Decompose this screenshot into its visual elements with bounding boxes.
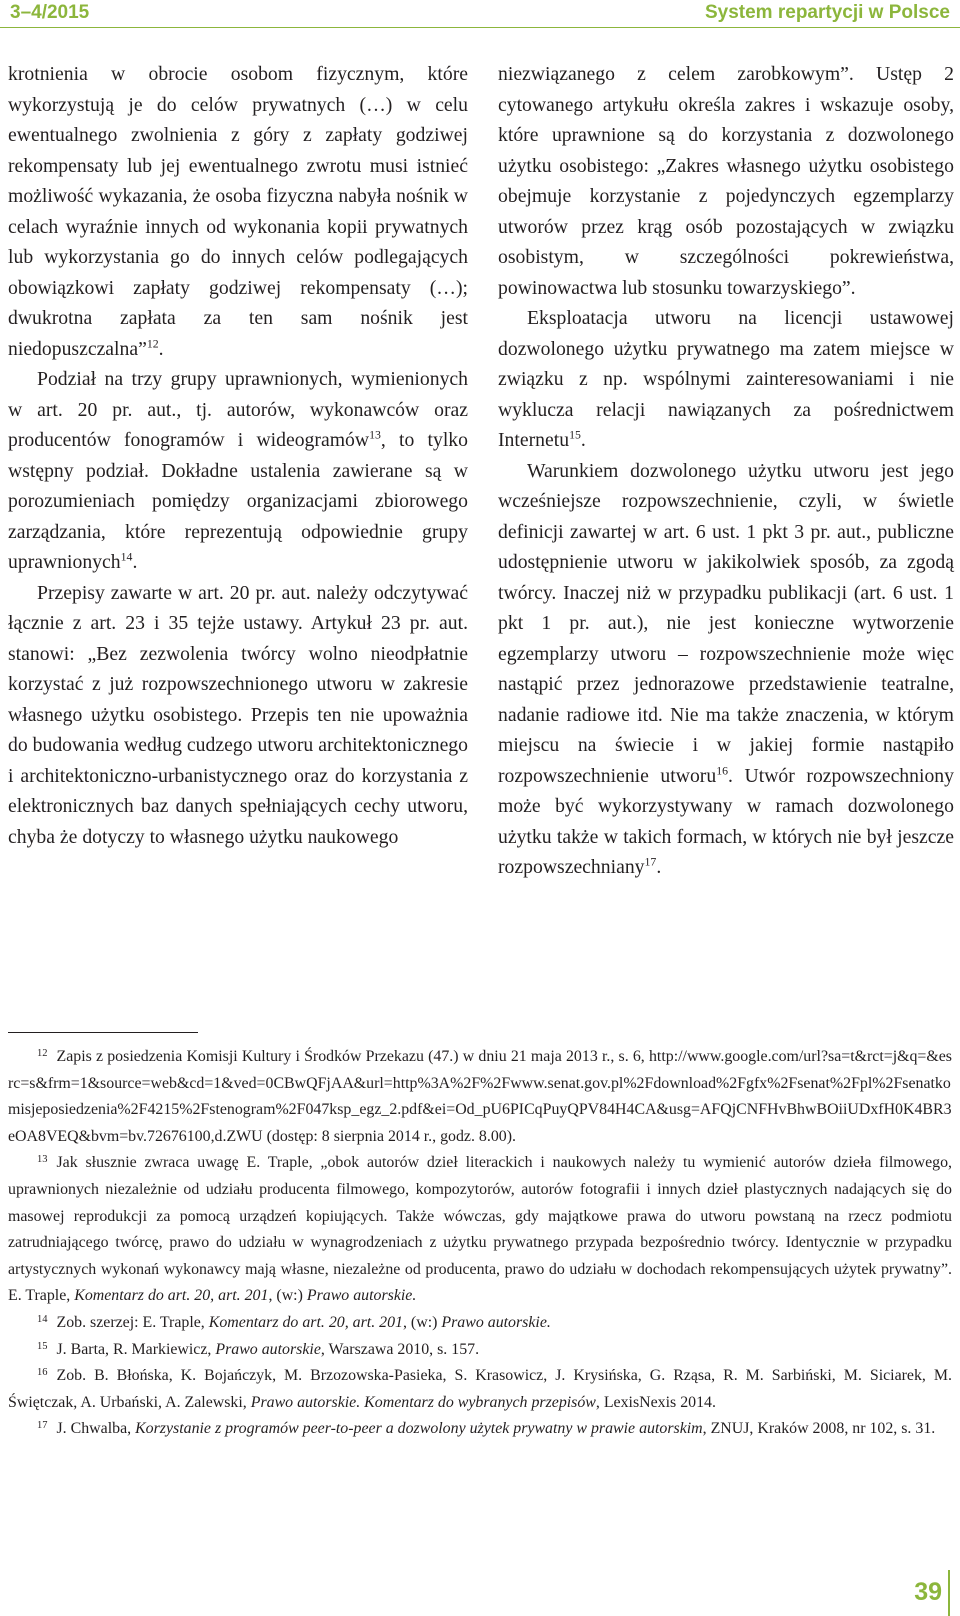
footnote-ref-17[interactable]: 17 [644,854,657,869]
footnote-ref-12[interactable]: 12 [146,335,159,350]
paragraph: niezwiązanego z celem zarobkowym”. Ustęp 2 cytowanego artykułu określa zakres i wskazuje osoby, które uprawnione są do korzystania z dozwolonego użytku osobistego: „Zakres własnego użytku osobistego obejmuje korzystanie z pojedynczych egzemplarzy utworów przez krąg osób pozostających w związku osobistym, w szczególności pokrewieństwa, powinowactwa lub stosunku towarzyskiego”. [498,63,954,299]
footnote-number: 14 [37,1313,48,1325]
footnote-ref-16[interactable]: 16 [716,762,729,777]
footnotes [8,1044,952,1443]
footnote-17: $^{17}$ J. Chwalba, Korzystanie z programów peer-to-peer a dozwolony użytek prywatny w prawie autorskim, ZNUJ, Kraków 2008, nr 102, s. 31. [37,1420,936,1438]
footnote-ref-15[interactable]: 15 [569,427,581,442]
paragraph: Warunkiem dozwolonego użytku utworu jest jego wcześniejsze rozpowszechnienie, czyli, w świetle definicji zawartej w art. 6 ust. 1 pkt 3 pr. aut., publiczne udostępnienie utworu w jakikolwiek sposób, za zgodą twórcy. Inaczej niż w przypadku publikacji (art. 6 ust. 1 pkt 1 pr. aut.), nie jest konieczne wytworzenie egzemplarzy utworu – rozpowszechnienie może więc nastąpić przez jednorazowe przedstawienie teatralne, nadanie radiowe itd. Nie ma także znaczenia, w którym miejscu na świecie i w jakiej formie nastąpiło rozpowszechnienie utworu$^{16}$. Utwór rozpowszechniony może być wykorzystywany w ramach dozwolonego użytku także w takich formach, w których nie był jeszcze rozpowszechniany$^{17}$. [498,459,954,878]
journal-section-title: System repartycji w Polsce [704,2,950,23]
footnote-separator [8,1032,198,1033]
footnote-number: 12 [37,1048,48,1059]
footnote-12: $^{12}$ Zapis z posiedzenia Komisji Kultury i Środków Przekazu (47.) w dniu 21 maja 2013 r., s. 6, http://www.google.com/url?sa=t&rct=j&q=&esrc=s&frm=1&source=web&cd=1&ved=0CBwQFjAA&url=http%3A%2F%2Fwww.senat.gov.pl%2Fdownload%2Fgfx%2Fsenat%2Fpl%2Fsenatkomisjeposiedzenia%2F4215%2Fstenogram%2F047ksp_egz_2.pdf&ei=Od_pU6PICqPuyQPV84H4CA&usg=AFQjCNFHvBhwBOiiUDxfH0K4BR3eOA8VEQ&bvm=bv.72676100,d.ZWU (dostęp: 8 sierpnia 2014 r., godz. 8.00). [8,1048,952,1145]
footnote-number: 17 [37,1420,48,1432]
issue-number: 3–4/2015 [10,2,90,23]
paragraph: Eksploatacja utworu na licencji ustawowej dozwolonego użytku prywatnego ma zatem miejsce w związku z np. wspólnymi zainteresowaniami i nie wyklucza relacji nawiązanych za pośrednictwem Internetu$^{15}$. [498,307,954,451]
footnote-ref-14[interactable]: 14 [120,549,133,564]
running-header [0,0,960,26]
footnote-link[interactable]: http://www.google.com/url?sa=t&rct=j&q=&esrc=s&frm=1&source=web&cd=1&ved=0CBwQFjAA&url=http%3A%2F%2Fwww.senat.gov.pl%2Fdownload%2Fgfx%2Fsenat%2Fpl%2Fsenatkomisjeposiedzenia%2F4215%2Fstenogram%2F047ksp_egz_2.pdf&ei=Od_pU6PICqPuyQPV84H4CA&usg=AFQjCNFHvBhwBOiiUDxfH0K4BR3eOA8VEQ&bvm=bv.72676100,d.ZWU [8,1048,952,1145]
footnote-16: $^{16}$ Zob. B. Błońska, K. Bojańczyk, M. Brzozowska-Pasieka, S. Krasowicz, J. Krysińska, G. Rząsa, R. M. Sarbiński, M. Siciarek, M. Świętczak, A. Urbański, A. Zalewski, Prawo autorskie. Komentarz do wybranych przepisów, LexisNexis 2014. [8,1367,952,1411]
footnote-14: $^{14}$ Zob. szerzej: E. Traple, Komentarz do art. 20, art. 201, (w:) Prawo autorskie. [37,1313,551,1331]
footnote-number: 15 [37,1340,48,1352]
footnote-number: 13 [37,1154,48,1166]
paragraph: krotnienia w obrocie osobom fizycznym, które wykorzystują je do celów prywatnych (…) w celu ewentualnego zwolnienia z góry z zapłaty godziwej rekompensaty lub jej ewentualnego zwrotu musi istnieć możliwość wykazania, że osoba fizyczna nabyła nośnik w celach wyraźnie innych od wykonania kopii prywatnych lub wykorzystania go do innych celów podlegających obowiązkowi zapłaty godziwej rekompensaty (…); dwukrotna zapłata za ten sam nośnik jest niedopuszczalna”$^{12}$. [8,63,468,360]
paragraph: Podział na trzy grupy uprawnionych, wymienionych w art. 20 pr. aut., tj. autorów, wykonawców oraz producentów fonogramów i wideogramów$^{13}$, to tylko wstępny podział. Dokładne ustalenia zawierane są w porozumieniach pomiędzy organizacjami zbiorowego zarządzania, które reprezentują odpowiednie grupy uprawnionych$^{14}$. [8,368,468,573]
right-column [498,59,954,883]
header-rule [0,27,960,28]
left-column [8,59,468,852]
page-number-bar [948,1570,950,1616]
paragraph: Przepisy zawarte w art. 20 pr. aut. należy odczytywać łącznie z art. 23 i 35 tejże ustawy. Artykuł 23 pr. aut. stanowi: „Bez zezwolenia twórcy wolno nieodpłatnie korzystać z już rozpowszechnionego utworu w zakresie własnego użytku osobistego. Przepis ten nie upoważnia do budowania według cudzego utworu architektonicznego i architektoniczno-urbanistycznego oraz do korzystania z elektronicznych baz danych spełniających cechy utworu, chyba że dotyczy to własnego użytku naukowego [8,581,468,848]
page-number: 39 [898,1570,950,1616]
footnote-ref-13[interactable]: 13 [369,427,381,442]
footnote-number: 16 [37,1367,48,1379]
footnote-13: $^{13}$ Jak słusznie zwraca uwagę E. Traple, „obok autorów dzieł literackich i naukowych należy tu wymienić autorów dzieła filmowego, uprawnionych niezależnie od udziału producenta filmowego, kompozytorów, autorów fotografii i innych dzieł plastycznych nadających się do masowej reprodukcji za pomocą urządzeń kopiujących. Także wówczas, gdy majątkowe prawa do utworu powstaną na rzecz podmiotu zatrudniającego twórcę, prawo do udziału w wynagrodzeniach z użytku prywatnego przypada bezpośrednio twórcy. Identycznie w przypadku artystycznych wykonań wykonawcy mają własne, niezależne od producenta, prawo do udziału w dochodach rekompensujących użytek prywatny”. E. Traple, Komentarz do art. 20, art. 201, (w:) Prawo autorskie. [8,1154,952,1305]
footnote-15: $^{15}$ J. Barta, R. Markiewicz, Prawo autorskie, Warszawa 2010, s. 157. [37,1340,480,1358]
